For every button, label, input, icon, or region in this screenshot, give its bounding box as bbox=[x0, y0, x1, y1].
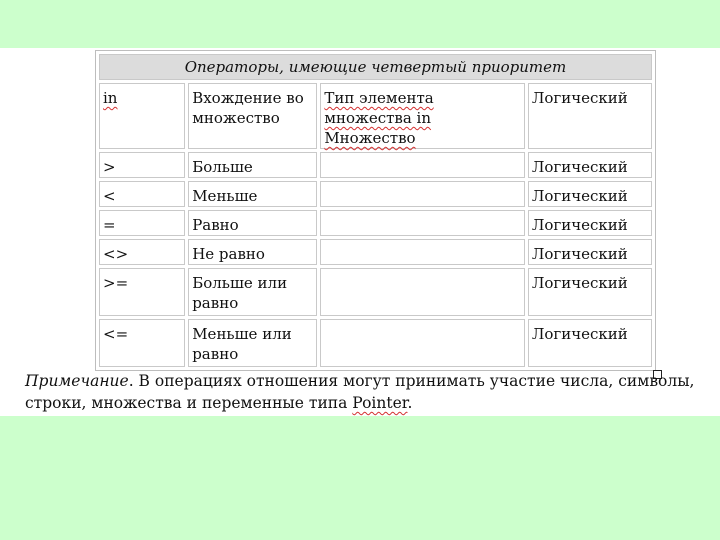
result-cell: Логический bbox=[528, 239, 652, 265]
result-cell: Логический bbox=[528, 83, 652, 149]
operator-cell: <= bbox=[99, 319, 185, 367]
operators-table bbox=[95, 50, 656, 371]
table-row bbox=[99, 210, 652, 236]
result-cell: Логический bbox=[528, 152, 652, 178]
note-paragraph bbox=[25, 370, 715, 414]
operands-cell bbox=[320, 181, 524, 207]
operator-cell: = bbox=[99, 210, 185, 236]
operands-cell bbox=[320, 210, 524, 236]
description-cell: Не равно bbox=[188, 239, 317, 265]
table-row bbox=[99, 319, 652, 367]
document-page bbox=[0, 48, 720, 416]
table-title: Операторы, имеющие четвертый приоритет bbox=[99, 54, 652, 80]
note-end: . bbox=[407, 394, 413, 412]
operator-cell: in bbox=[99, 83, 185, 149]
table-row bbox=[99, 239, 652, 265]
table-row bbox=[99, 181, 652, 207]
table-row bbox=[99, 152, 652, 178]
result-cell: Логический bbox=[528, 181, 652, 207]
operator-cell: < bbox=[99, 181, 185, 207]
result-cell: Логический bbox=[528, 319, 652, 367]
operands-cell bbox=[320, 152, 524, 178]
description-cell: Больше bbox=[188, 152, 317, 178]
operator-cell: > bbox=[99, 152, 185, 178]
note-text: . В операциях отношения могут принимать участие числа, символы, строки, множества и переменные типа bbox=[25, 372, 695, 412]
table-row bbox=[99, 83, 652, 149]
description-cell: Меньше или равно bbox=[188, 319, 317, 367]
result-cell: Логический bbox=[528, 268, 652, 316]
note-label: Примечание bbox=[25, 372, 129, 390]
pointer-term: Pointer bbox=[352, 394, 408, 412]
operator-cell: <> bbox=[99, 239, 185, 265]
operands-cell bbox=[320, 319, 524, 367]
table-row bbox=[99, 268, 652, 316]
description-cell: Вхождение во множество bbox=[188, 83, 317, 149]
operands-cell: Тип элемента множества in Множество bbox=[320, 83, 524, 149]
description-cell: Равно bbox=[188, 210, 317, 236]
operands-cell bbox=[320, 239, 524, 265]
description-cell: Меньше bbox=[188, 181, 317, 207]
operator-cell: >= bbox=[99, 268, 185, 316]
description-cell: Больше или равно bbox=[188, 268, 317, 316]
operands-cell bbox=[320, 268, 524, 316]
result-cell: Логический bbox=[528, 210, 652, 236]
